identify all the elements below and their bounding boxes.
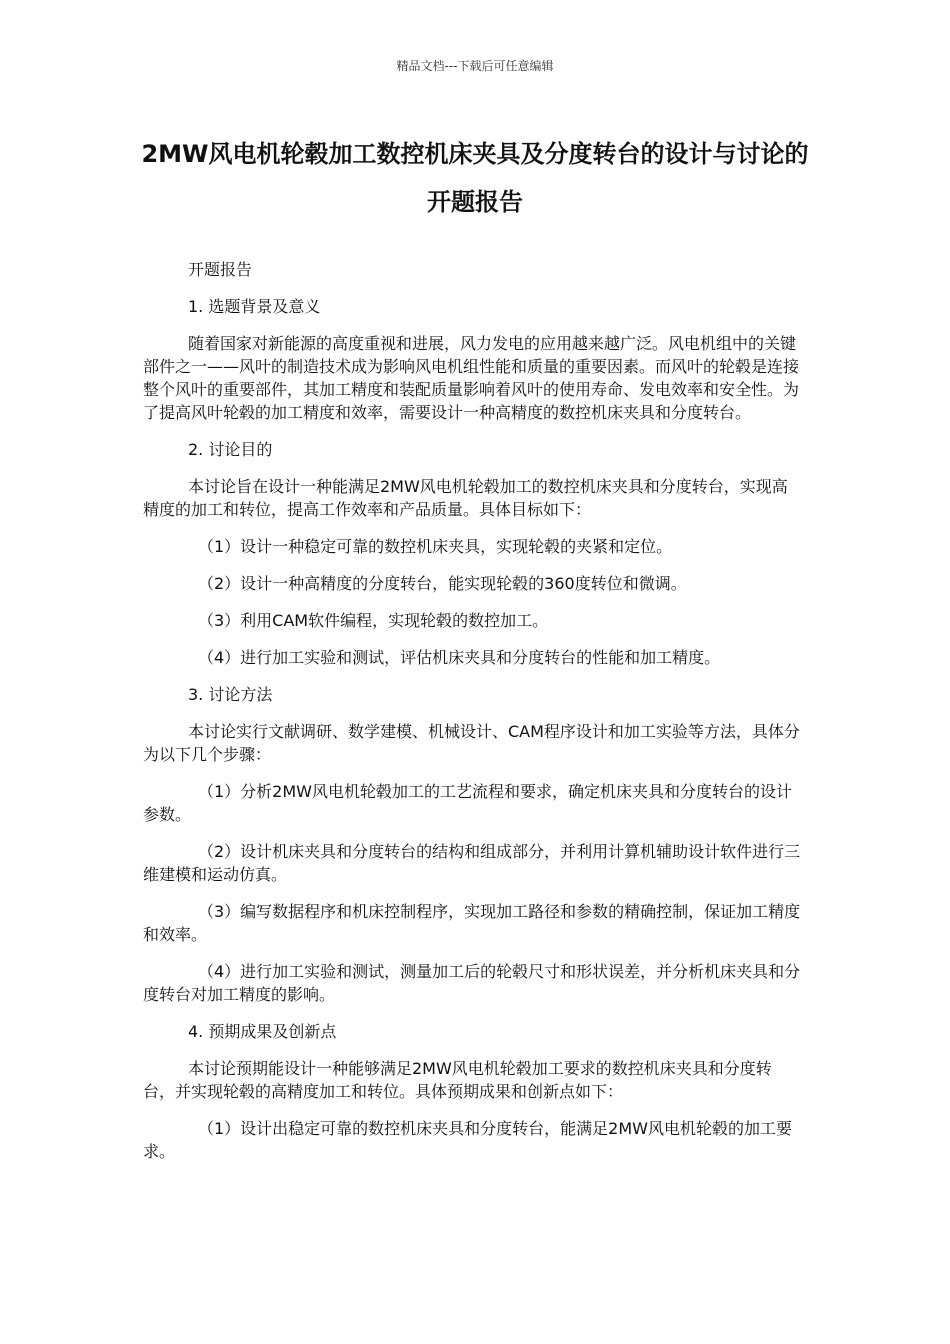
- list-item: （4）进行加工实验和测试，测量加工后的轮毂尺寸和形状误差，并分析机床夹具和分度转台对加工精度的影响。: [143, 962, 801, 1004]
- list-item: （3）利用CAM软件编程，实现轮毂的数控加工。: [198, 611, 549, 630]
- list-item: （4）进行加工实验和测试，评估机床夹具和分度转台的性能和加工精度。: [198, 648, 721, 667]
- list-item: （1）设计一种稳定可靠的数控机床夹具，实现轮毂的夹紧和定位。: [198, 537, 673, 556]
- section-heading-purpose: 2. 讨论目的: [188, 440, 273, 459]
- list-item: （3）编写数据程序和机床控制程序，实现加工路径和参数的精确控制，保证加工精度和效率。: [143, 902, 801, 944]
- document-title: 2MW风电机轮毂加工数控机床夹具及分度转台的设计与讨论的开题报告: [141, 140, 809, 216]
- paragraph-purpose: 本讨论旨在设计一种能满足2MW风电机轮毂加工的数控机床夹具和分度转台，实现高精度的加工和转位，提高工作效率和产品质量。具体目标如下：: [143, 477, 788, 519]
- section-heading-report: 开题报告: [188, 260, 253, 279]
- paragraph-background: 随着国家对新能源的高度重视和进展，风力发电的应用越来越广泛。风电机组中的关键部件之一——风叶的制造技术成为影响风电机组性能和质量的重要因素。而风叶的轮毂是连接整个风叶的重要部件，其加工精度和装配质量影响着风叶的使用寿命、发电效率和安全性。为了提高风叶轮毂的加工精度和效率，需要设计一种高精度的数控机床夹具和分度转台。: [143, 334, 800, 422]
- list-item: （2）设计机床夹具和分度转台的结构和组成部分，并利用计算机辅助设计软件进行三维建模和运动仿真。: [143, 842, 801, 884]
- header-note: 精品文档---下载后可任意编辑: [396, 59, 554, 73]
- section-heading-outcomes: 4. 预期成果及创新点: [188, 1022, 337, 1041]
- list-item: （1）分析2MW风电机轮毂加工的工艺流程和要求，确定机床夹具和分度转台的设计参数。: [143, 782, 792, 824]
- section-heading-background: 1. 选题背景及意义: [188, 297, 321, 316]
- paragraph-method: 本讨论实行文献调研、数学建模、机械设计、CAM程序设计和加工实验等方法，具体分为以下几个步骤：: [143, 722, 800, 764]
- list-item: （1）设计出稳定可靠的数控机床夹具和分度转台，能满足2MW风电机轮毂的加工要求。: [143, 1119, 792, 1161]
- section-heading-method: 3. 讨论方法: [188, 685, 273, 704]
- paragraph-outcomes: 本讨论预期能设计一种能够满足2MW风电机轮毂加工要求的数控机床夹具和分度转台，并实现轮毂的高精度加工和转位。具体预期成果和创新点如下：: [143, 1059, 772, 1101]
- list-item: （2）设计一种高精度的分度转台，能实现轮毂的360度转位和微调。: [198, 574, 687, 593]
- document-body: [143, 258, 803, 1177]
